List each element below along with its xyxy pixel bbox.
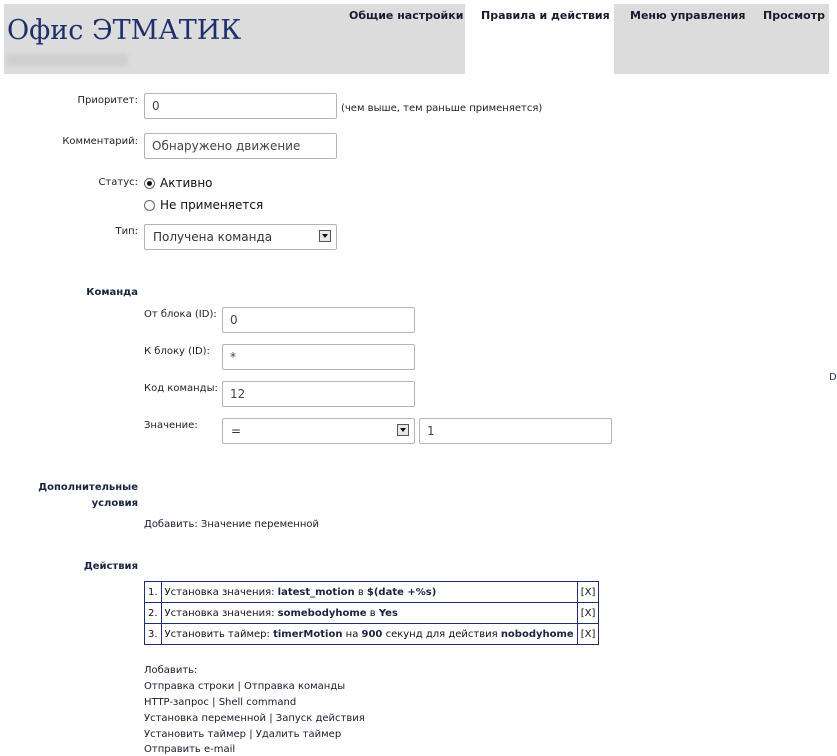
action-variable: latest_motion	[277, 586, 355, 598]
add-actions-row	[144, 697, 296, 708]
link-separator: |	[212, 697, 216, 708]
action-value: 900	[361, 628, 383, 640]
status-active-radio[interactable]	[144, 176, 213, 190]
action-prefix: Установка значения:	[164, 586, 275, 598]
action-prefix: Установка значения:	[164, 607, 275, 619]
action-prefix: Установить таймер:	[164, 628, 270, 640]
status-inactive-radio[interactable]	[144, 198, 263, 212]
action-number: 3.	[145, 624, 162, 645]
value-label: Значение:	[144, 420, 198, 431]
add-actions-row	[144, 713, 365, 724]
app-title: Офис ЭТМАТИК	[7, 15, 242, 46]
status-label: Статус:	[98, 177, 138, 188]
action-connector: в	[369, 607, 376, 619]
action-description	[161, 603, 577, 624]
comment-input[interactable]	[144, 133, 337, 159]
send-command-link[interactable]: Отправка команды	[244, 681, 346, 692]
action-description	[161, 624, 577, 645]
radio-unchecked-icon	[144, 200, 155, 211]
type-select[interactable]	[144, 224, 337, 250]
from-block-label: От блока (ID):	[144, 309, 217, 320]
send-email-link[interactable]: Отправить e-mail	[144, 744, 236, 755]
add-condition-row	[144, 519, 319, 530]
priority-input[interactable]	[144, 93, 337, 119]
delete-action-button[interactable]: [X]	[577, 624, 599, 645]
table-row	[145, 582, 599, 603]
edge-fragment: D	[829, 372, 837, 383]
set-variable-link[interactable]: Установка переменной	[144, 713, 267, 724]
delete-timer-link[interactable]: Удалить таймер	[255, 729, 342, 740]
tab-control-menu[interactable]: Меню управления	[630, 9, 746, 22]
set-timer-link[interactable]: Установить таймер	[144, 729, 246, 740]
chevron-down-icon	[397, 424, 409, 436]
action-connector: секунд для действия	[385, 628, 498, 640]
link-separator: |	[237, 681, 241, 692]
add-actions-row	[144, 744, 235, 755]
action-value: $(date +%s)	[366, 586, 437, 598]
command-code-input[interactable]	[222, 381, 415, 407]
table-row	[145, 624, 599, 645]
add-actions-row	[144, 729, 341, 740]
action-connector: на	[345, 628, 359, 640]
action-connector: в	[357, 586, 364, 598]
http-request-link[interactable]: HTTP-запрос	[144, 697, 209, 708]
value-operand-input[interactable]	[419, 418, 612, 444]
actions-section-title: Действия	[83, 561, 138, 572]
from-block-input[interactable]	[222, 307, 415, 333]
chevron-down-icon	[319, 230, 331, 242]
priority-hint: (чем выше, тем раньше применяется)	[341, 103, 543, 114]
radio-checked-icon	[144, 178, 155, 189]
action-variable: timerMotion	[273, 628, 343, 640]
link-separator: |	[249, 729, 253, 740]
table-row	[145, 603, 599, 624]
conditions-title-line2: условия	[91, 498, 138, 509]
action-number: 1.	[145, 582, 162, 603]
value-operator-select[interactable]	[222, 418, 415, 444]
action-value: Yes	[378, 607, 398, 619]
actions-table	[144, 581, 599, 645]
shell-command-link[interactable]: Shell command	[218, 697, 297, 708]
add-actions-row	[144, 681, 345, 692]
status-inactive-label: Не применяется	[160, 198, 264, 212]
to-block-label: К блоку (ID):	[144, 346, 210, 357]
run-action-link[interactable]: Запуск действия	[275, 713, 365, 724]
add-condition-prefix: Добавить:	[144, 519, 198, 530]
action-description	[161, 582, 577, 603]
to-block-input[interactable]	[222, 344, 415, 370]
add-actions-label: Лобавить:	[144, 665, 198, 676]
tab-rules-actions[interactable]: Правила и действия	[481, 9, 610, 22]
status-active-label: Активно	[160, 176, 213, 190]
delete-action-button[interactable]: [X]	[577, 603, 599, 624]
command-section-title: Команда	[86, 287, 138, 298]
action-number: 2.	[145, 603, 162, 624]
delete-action-button[interactable]: [X]	[577, 582, 599, 603]
action-variable: somebodyhome	[277, 607, 367, 619]
comment-label: Комментарий:	[62, 136, 138, 147]
tab-general-settings[interactable]: Общие настройки	[349, 9, 464, 22]
conditions-title-line1: Дополнительные	[38, 482, 138, 493]
action-target: nobodyhome	[500, 628, 574, 640]
type-label: Тип:	[115, 226, 138, 237]
priority-label: Приоритет:	[77, 95, 138, 106]
command-code-label: Код команды:	[144, 383, 218, 394]
add-variable-value-link[interactable]: Значение переменной	[200, 519, 319, 530]
type-select-value: Получена команда	[153, 230, 273, 244]
link-separator: |	[269, 713, 273, 724]
tab-view[interactable]: Просмотр	[763, 9, 825, 22]
send-string-link[interactable]: Отправка строки	[144, 681, 235, 692]
value-operator-value: =	[231, 424, 242, 438]
blurred-subtitle	[6, 54, 128, 66]
